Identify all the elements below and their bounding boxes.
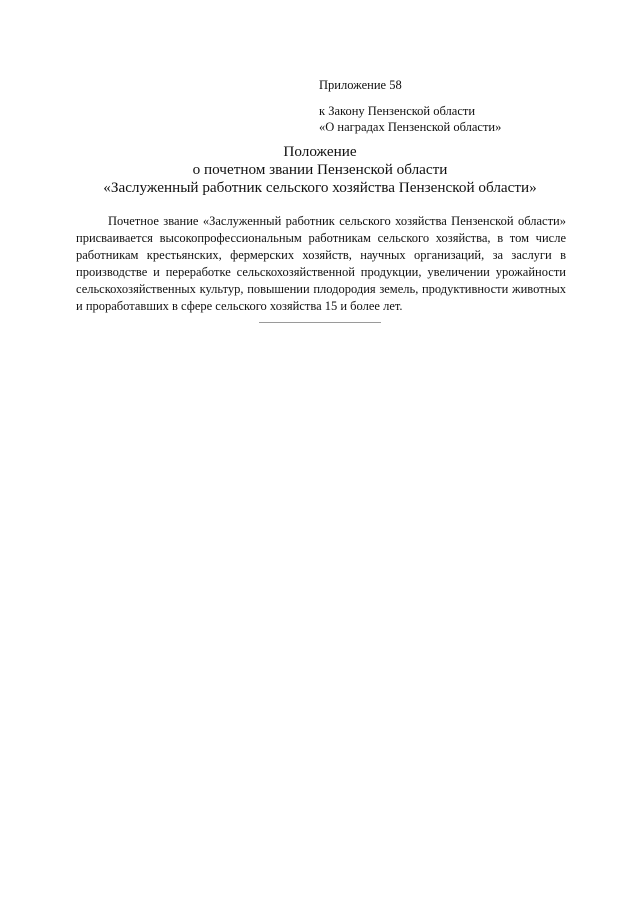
- title-line-2: о почетном звании Пензенской области: [192, 161, 448, 178]
- body-paragraph: Почетное звание «Заслуженный работник сельского хозяйства Пензенской области» присваивается высокопрофессиональным работникам сельского хозяйства, в том числе работникам крестьянских, фермерских хозяйств, научных организаций, за заслуги в производстве и переработке сельскохозяйственной продукции, увеличении урожайности сельскохозяйственных культур, повышении плодородия земель, продуктивности животных и проработавших в сфере сельского хозяйства 15 и более лет.: [76, 213, 566, 313]
- appendix-header: [319, 77, 501, 135]
- document-title: [60, 143, 580, 197]
- title-line-1: Положение: [283, 143, 357, 160]
- appendix-law-reference: к Закону Пензенской области: [319, 104, 476, 118]
- end-divider: [259, 322, 381, 323]
- appendix-law-title: «О наградах Пензенской области»: [319, 120, 502, 134]
- appendix-number: Приложение 58: [319, 78, 402, 92]
- title-line-3: «Заслуженный работник сельского хозяйства Пензенской области»: [103, 179, 537, 196]
